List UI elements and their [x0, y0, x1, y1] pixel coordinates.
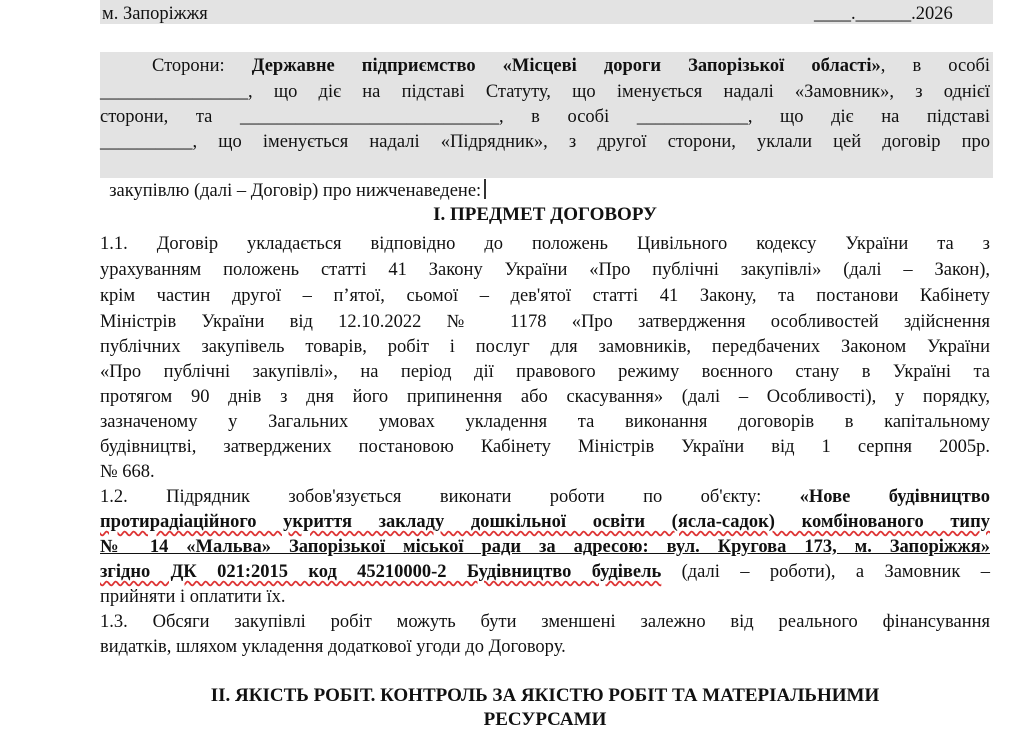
p2-line-5: прийняти і оплатити їх. — [100, 587, 286, 607]
p2-line-4: згідно ДК 021:2015 код 45210000-2 Будівництво будівель (далі – роботи), а Замовник – — [100, 562, 990, 582]
parties-line-1: Сторони: Державне підприємство «Місцеві дороги Запорізької області», в особі — [152, 56, 990, 76]
section-2-title-line-1: II. ЯКІСТЬ РОБІТ. КОНТРОЛЬ ЗА ЯКІСТЮ РОБІТ ТА МАТЕРІАЛЬНИМИ — [210, 685, 880, 706]
p1-line-8: зазначеному у Загальних умовах укладення та виконання договорів в капітальному — [100, 412, 990, 432]
p1-line-9: будівництві, затверджених постановою Кабінету Міністрів України від 1 серпня 2005р. — [100, 437, 990, 457]
p1-line-10: № 668. — [100, 462, 155, 482]
p3-line-1: 1.3. Обсяги закупівлі робіт можуть бути зменшені залежно від реального фінансування — [100, 612, 990, 632]
text-cursor — [484, 179, 486, 199]
parties-line-5: закупівлю (далі – Договір) про нижченаведене: — [100, 155, 486, 203]
p1-line-6: «Про публічні закупівлі», на період дії правового режиму воєнного стану в Україні та — [100, 362, 990, 382]
p1-line-7: протягом 90 днів з дня його припинення або скасування» (далі – Особливості), у порядку, — [100, 387, 990, 407]
p1-line-5: публічних закупівель товарів, робіт і послуг для замовників, передбачених Законом України — [100, 337, 990, 357]
p1-line-4: Міністрів України від 12.10.2022 № 1178 «Про затвердження особливостей здійснення — [100, 312, 990, 332]
p1-line-3: крім частин другої – п’ятої, сьомої – дев'ятої статті 41 Закону, та постанови Кабінету — [100, 286, 990, 306]
parties-line-2: ________________, що діє на підставі Статуту, що іменується надалі «Замовник», з однієї — [100, 82, 990, 102]
p1-line-1: 1.1. Договір укладається відповідно до положень Цивільного кодексу України та з — [100, 234, 990, 254]
parties-line-3: сторони, та ____________________________, в особі ____________, що діє на підставі — [100, 107, 990, 127]
p2-line-3: № 14 «Мальва» Запорізької міської ради за адресою: вул. Кругова 173, м. Запоріжжя» — [100, 537, 990, 557]
p2-line-1: 1.2. Підрядник зобов'язується виконати роботи по об'єкту: «Нове будівництво — [100, 487, 990, 507]
date: ____.______.2026 — [814, 4, 953, 24]
city: м. Запоріжжя — [102, 4, 208, 24]
parties-line-4: __________, що іменується надалі «Підрядник», з другої сторони, уклали цей договір про — [100, 132, 990, 152]
p2-line-2: протирадіаційного укриття закладу дошкільної освіти (ясла-садок) комбінованого типу — [100, 512, 990, 532]
p1-line-2: урахуванням положень статті 41 Закону України «Про публічні закупівлі» (далі – Закон), — [100, 260, 990, 280]
section-2-title-line-2: РЕСУРСАМИ — [483, 709, 607, 730]
p3-line-2: видатків, шляхом укладення додаткової угоди до Договору. — [100, 637, 566, 657]
section-1-title: I. ПРЕДМЕТ ДОГОВОРУ — [433, 204, 657, 225]
